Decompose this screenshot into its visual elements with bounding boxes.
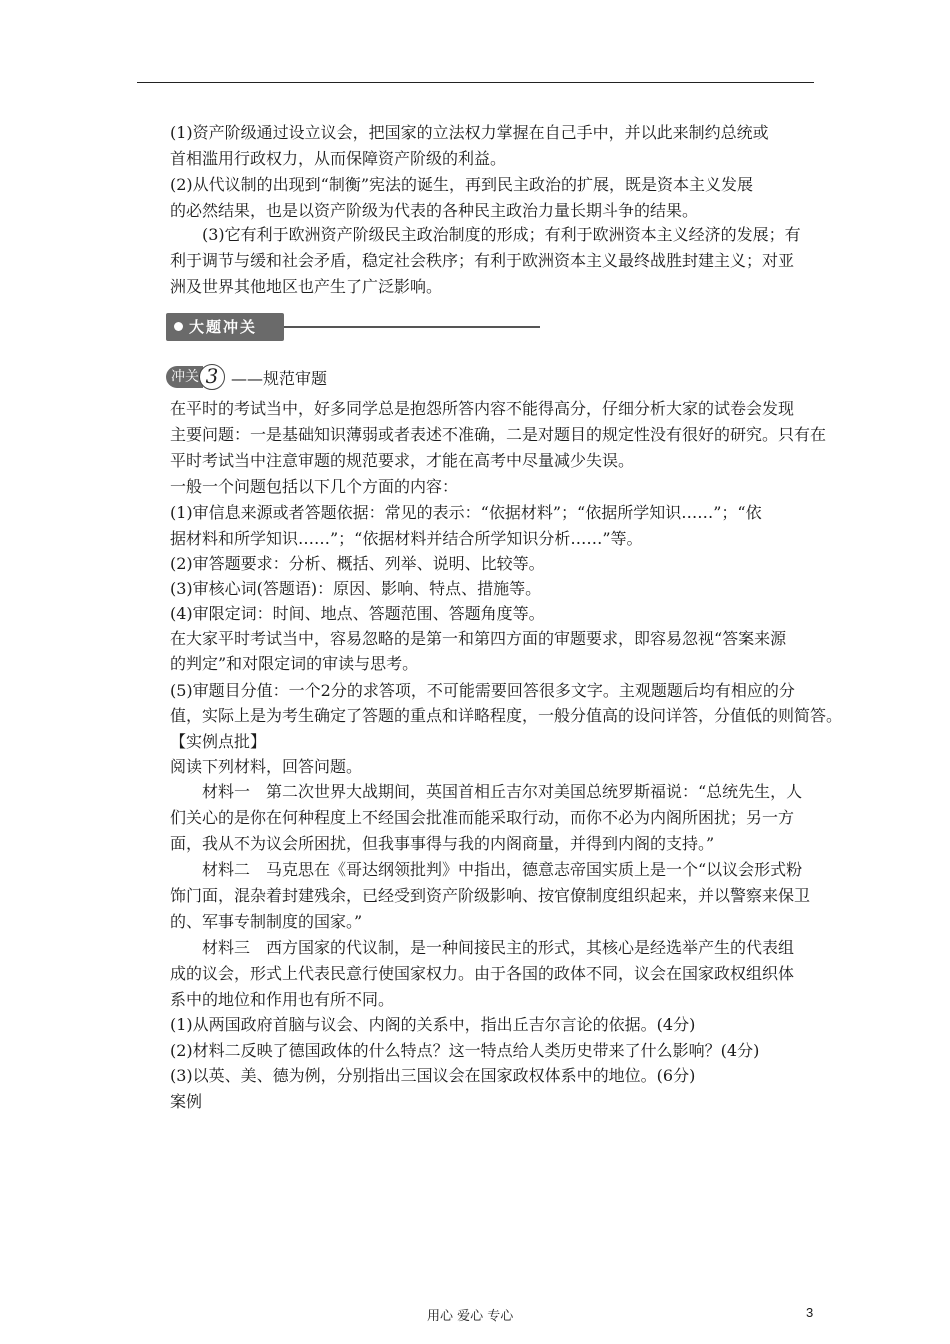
body-line-14: 【实例点批】 [170,732,267,751]
intro-line-3: (2)从代议制的出现到“制衡”宪法的诞生，再到民主政治的扩展，既是资本主义发展 [170,175,754,194]
body-line-12: (5)审题目分值：一个2分的求答项，不可能需要回答很多文字。主观题题后均有相应的分 [170,681,795,700]
question-1: (1)从两国政府首脑与议会、内阁的关系中，指出丘吉尔言论的依据。(4分) [170,1015,696,1034]
chongguan-heading [166,364,327,388]
footer-slogan: 用心 爱心 专心 [427,1309,514,1324]
chongguan-subtitle: ——规范审题 [231,368,328,388]
question-3: (3)以英、美、德为例，分别指出三国议会在国家政权体系中的地位。(6分) [170,1066,696,1085]
body-line-5: (1)审信息来源或者答题依据：常见的表示：“依据材料”；“依据所学知识……”；“依 [170,503,762,522]
chongguan-number-badge: 3 [199,364,225,390]
body-line-16: 材料一 第二次世界大战期间，英国首相丘吉尔对美国总统罗斯福说：“总统先生，人 [202,782,803,801]
intro-line-5: (3)它有利于欧洲资产阶级民主政治制度的形成；有利于欧洲资本主义经济的发展；有 [202,225,801,244]
bullet-icon [174,322,183,331]
intro-line-7: 洲及世界其他地区也产生了广泛影响。 [170,277,443,296]
body-line-22: 材料三 西方国家的代议制，是一种间接民主的形式，其核心是经选举产生的代表组 [202,938,795,957]
intro-line-2: 首相滥用行政权力，从而保障资产阶级的利益。 [170,149,507,168]
body-line-7: (2)审答题要求：分析、概括、列举、说明、比较等。 [170,554,545,573]
body-line-11: 的判定”和对限定词的审读与思考。 [170,654,419,673]
body-line-case: 案例 [170,1092,203,1111]
body-line-10: 在大家平时考试当中，容易忽略的是第一和第四方面的审题要求，即容易忽视“答案来源 [170,629,787,648]
body-line-1: 在平时的考试当中，好多同学总是抱怨所答内容不能得高分，仔细分析大家的试卷会发现 [170,399,795,418]
body-line-17: 们关心的是你在何种程度上不经国会批准而能采取行动，而你不必为内阁所困扰；另一方 [170,808,795,827]
body-line-15: 阅读下列材料，回答问题。 [170,757,363,776]
intro-line-4: 的必然结果，也是以资产阶级为代表的各种民主政治力量长期斗争的结果。 [170,201,699,220]
body-line-24: 系中的地位和作用也有所不同。 [170,990,395,1009]
body-line-13: 值，实际上是为考生确定了答题的重点和详略程度，一般分值高的设问详答，分值低的则简答。 [170,706,843,725]
header-rule [137,82,814,83]
body-line-18: 面，我从不为议会所困扰，但我事事得与我的内阁商量，并得到内阁的支持。” [170,834,715,853]
chongguan-tag: 冲关 [166,366,203,388]
body-line-2: 主要问题：一是基础知识薄弱或者表述不准确，二是对题目的规定性没有很好的研究。只有在 [170,425,827,444]
question-2: (2)材料二反映了德国政体的什么特点？这一特点给人类历史带来了什么影响？(4分) [170,1041,760,1060]
intro-line-1: (1)资产阶级通过设立议会，把国家的立法权力掌握在自己手中，并以此来制约总统或 [170,123,769,142]
body-line-8: (3)审核心词(答题语)：原因、影响、特点、措施等。 [170,579,542,598]
body-line-20: 饰门面，混杂着封建残余，已经受到资产阶级影响、按官僚制度组织起来，并以警察来保卫 [170,886,811,905]
body-line-19: 材料二 马克思在《哥达纲领批判》中指出，德意志帝国实质上是一个“以议会形式粉 [202,860,803,879]
section-banner-label [166,313,284,341]
body-line-23: 成的议会，形式上代表民意行使国家权力。由于各国的政体不同，议会在国家政权组织体 [170,964,795,983]
body-line-21: 的、军事专制制度的国家。” [170,912,363,931]
body-line-6: 据材料和所学知识……”；“依据材料并结合所学知识分析……”等。 [170,529,643,548]
body-line-3: 平时考试当中注意审题的规范要求，才能在高考中尽量减少失误。 [170,451,635,470]
body-line-4: 一般一个问题包括以下几个方面的内容： [170,477,459,496]
section-banner-text: 大题冲关 [189,318,258,336]
page-number: 3 [806,1305,814,1320]
intro-line-6: 利于调节与缓和社会矛盾，稳定社会秩序；有利于欧洲资本主义最终战胜封建主义；对亚 [170,251,795,270]
body-line-9: (4)审限定词：时间、地点、答题范围、答题角度等。 [170,604,545,623]
section-banner-rule [284,326,540,328]
